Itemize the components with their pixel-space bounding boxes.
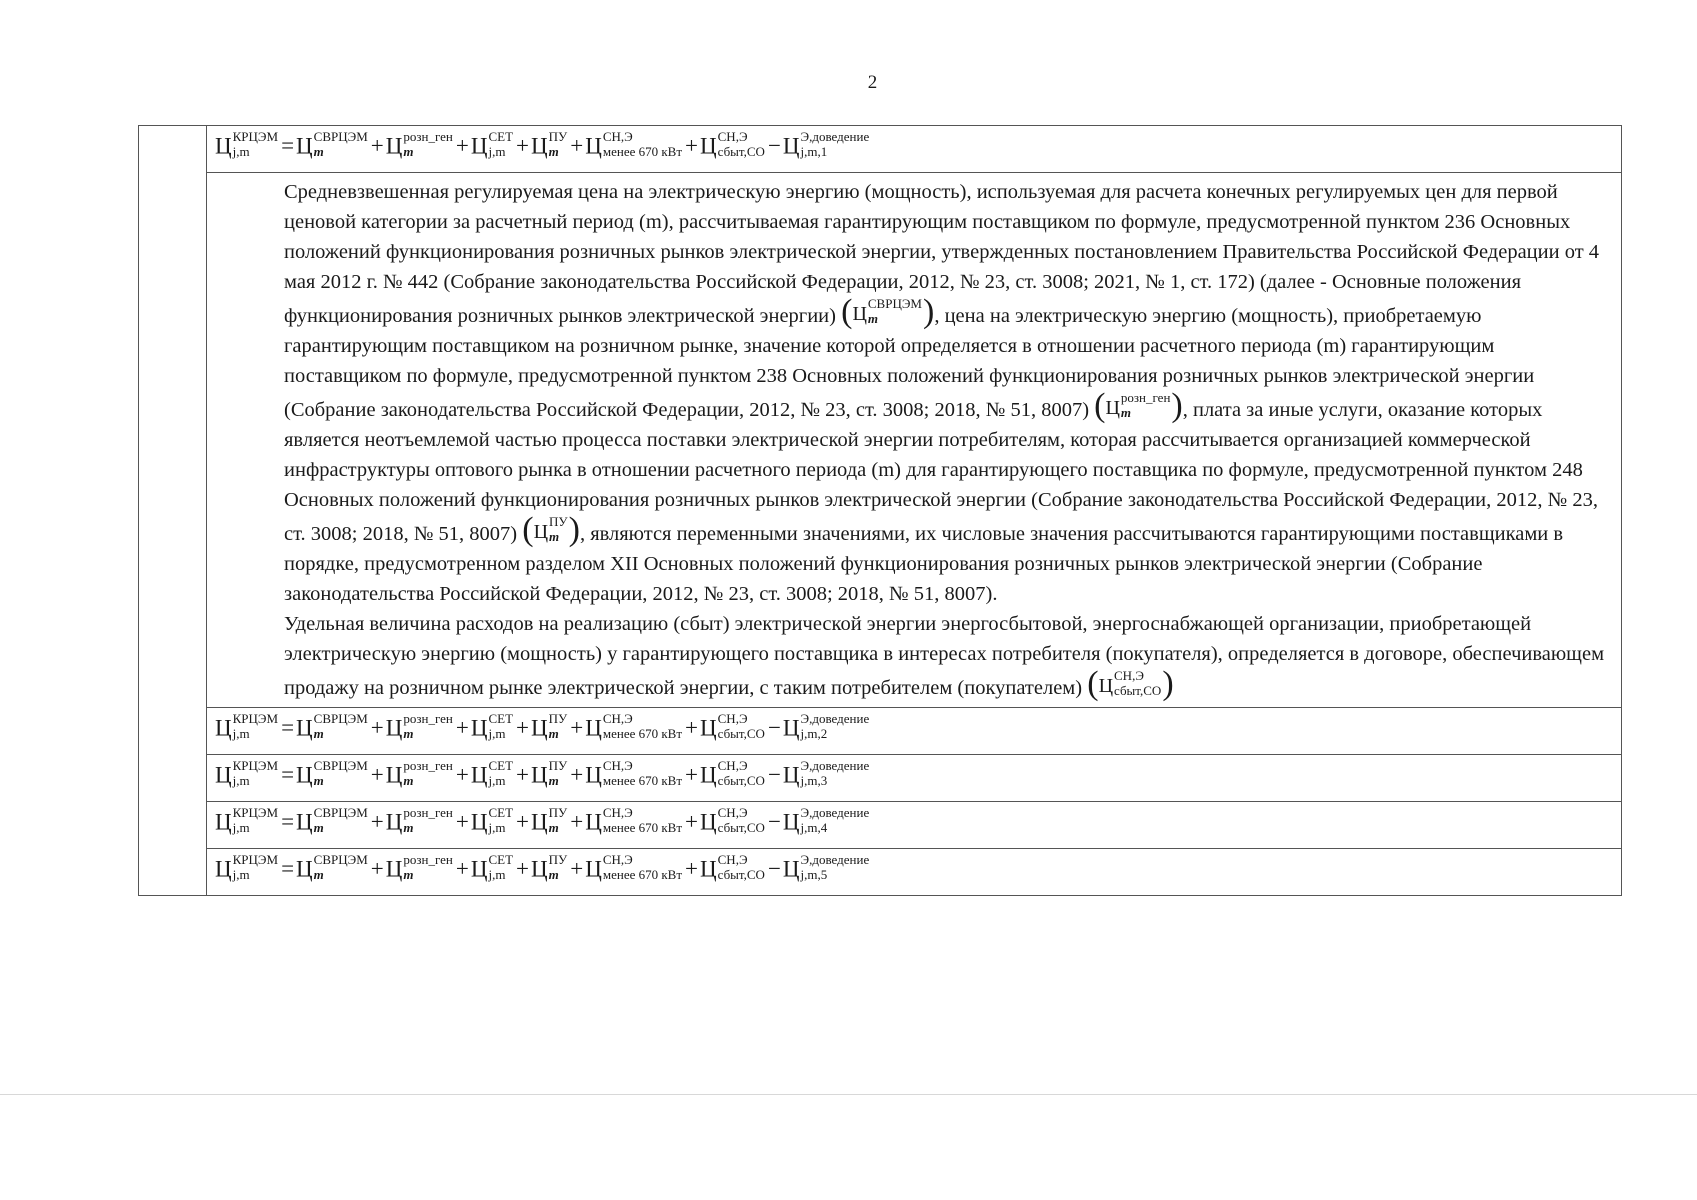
symbol-superscript: Э,доведение [800,758,870,773]
operator: + [685,762,699,788]
symbol-base: Ц [782,133,800,159]
description-cell [207,173,1622,708]
paren-open: ( [841,293,853,330]
formula [215,851,1613,885]
formula-term [585,805,683,838]
pu-symbol [522,511,580,548]
symbol-base: Ц [531,715,548,741]
formula-term [296,711,369,744]
formula-term [470,805,514,838]
symbol-scripts [233,806,278,834]
symbol-base: Ц [782,856,800,882]
formula-row-4 [139,802,1622,849]
operator: + [370,809,384,835]
symbol-superscript: СН,Э [717,805,748,820]
operator: + [570,856,584,882]
symbol-scripts [801,853,870,881]
symbol-scripts [233,130,278,158]
symbol-superscript: Э,доведение [800,129,870,144]
symbol-base: Ц [296,809,313,835]
symbol-superscript: СВРЦЭМ [313,805,368,820]
symbol-base: Ц [296,133,313,159]
operator: + [455,133,469,159]
symbol-superscript: розн_ген [403,711,453,726]
operator: = [281,715,295,741]
symbol-subscript: m [1120,405,1132,421]
symbol-scripts [488,853,513,881]
symbol-subscript: j,m,3 [800,773,828,788]
formula-term [531,129,568,162]
symbol-base: Ц [782,809,800,835]
formula-term [385,805,454,838]
symbol-base: Ц [385,809,403,835]
symbol-subscript: j,m [488,726,506,741]
symbol-subscript: m [313,820,324,835]
symbol-superscript: Э,доведение [800,711,870,726]
symbol-scripts [314,806,368,834]
symbol-superscript: СВРЦЭМ [313,852,368,867]
operator: + [516,856,530,882]
symbol-subscript: m [548,144,559,159]
symbol-scripts [314,853,368,881]
symbol-subscript: m [313,144,324,159]
formula-term [700,129,766,162]
symbol-subscript: j,m,4 [800,820,828,835]
left-column-cell [139,126,207,896]
formula [215,757,1613,791]
formula [215,710,1613,744]
formula-term [782,805,870,838]
formula-term [470,129,514,162]
operator: − [767,133,781,159]
formula-term [470,758,514,791]
operator: + [370,762,384,788]
symbol-superscript: СН,Э [717,711,748,726]
symbol-subscript: менее 670 кВт [602,820,683,835]
operator: = [281,133,295,159]
operator: + [685,715,699,741]
symbol-base: Ц [296,715,313,741]
symbol-scripts [718,806,765,834]
formula-term [700,852,766,885]
symbol-base: Ц [296,856,313,882]
symbol-superscript: ПУ [548,852,568,867]
symbol-base: Ц [700,762,717,788]
symbol-scripts [603,130,682,158]
formula-term [296,805,369,838]
symbol-subscript: j,m,2 [800,726,828,741]
operator: + [516,762,530,788]
symbol-superscript: розн_ген [403,758,453,773]
symbol-scripts [314,712,368,740]
symbol-scripts [488,130,513,158]
formula-term [782,129,870,162]
symbol-base: Ц [585,133,602,159]
symbol-scripts [403,130,452,158]
operator: + [455,715,469,741]
symbol-base: Ц [852,303,867,325]
symbol-base: Ц [1105,397,1120,419]
operator: + [685,133,699,159]
operator: = [281,809,295,835]
symbol-subscript: сбыт,СО [717,773,765,788]
symbol-subscript: m [403,773,414,788]
formula-term [385,852,454,885]
symbol-subscript: j,m [232,773,250,788]
symbol-scripts [718,853,765,881]
symbol-superscript: СН,Э [1114,668,1144,684]
formula-term [585,758,683,791]
symbol-superscript: КРЦЭМ [232,758,279,773]
operator: + [516,809,530,835]
symbol-subscript: j,m [232,867,250,882]
paren-close: ) [1162,665,1174,702]
operator: + [370,856,384,882]
symbol-base: Ц [470,856,488,882]
symbol-scripts [403,853,452,881]
symbol-base: Ц [531,133,548,159]
symbol-superscript: СЕТ [488,711,514,726]
formula-row-3 [139,755,1622,802]
symbol-scripts [603,853,682,881]
symbol-base: Ц [470,133,488,159]
lhs-term [215,805,279,838]
symbol-superscript: СН,Э [717,852,748,867]
paren-open: ( [1094,387,1106,424]
symbol-base: Ц [585,809,602,835]
symbol-scripts [801,130,870,158]
symbol-base: Ц [470,715,488,741]
symbol-superscript: розн_ген [403,129,453,144]
formula-term [385,711,454,744]
symbol-subscript: j,m [232,144,250,159]
symbol-scripts [868,297,922,325]
symbol-base: Ц [385,856,403,882]
symbol-superscript: ПУ [548,129,568,144]
operator: + [685,856,699,882]
operator: − [767,762,781,788]
page-number: 2 [867,72,878,93]
formula-term [700,805,766,838]
symbol-scripts [801,712,870,740]
tariff-table [138,125,1622,896]
symbol-scripts [233,759,278,787]
symbol-scripts [549,515,568,543]
symbol-subscript: m [403,144,414,159]
inline-symbol-body [533,514,569,547]
formula-row-2 [139,708,1622,755]
symbol-scripts [801,806,870,834]
symbol-scripts [549,712,568,740]
operator: + [370,133,384,159]
symbol-subscript: сбыт,СО [1114,683,1162,699]
symbol-superscript: СН,Э [717,758,748,773]
page-bottom-divider [0,1094,1697,1095]
operator: + [455,809,469,835]
symbol-superscript: СЕТ [488,852,514,867]
symbol-base: Ц [296,762,313,788]
symbol-scripts [718,130,765,158]
symbol-superscript: СЕТ [488,805,514,820]
operator: + [516,133,530,159]
symbol-subscript: сбыт,СО [717,867,765,882]
symbol-scripts [403,806,452,834]
symbol-base: Ц [215,715,232,741]
symbol-base: Ц [470,809,488,835]
formula-row-1 [139,126,1622,173]
paren-close: ) [568,511,580,548]
symbol-subscript: m [548,726,559,741]
symbol-base: Ц [470,762,488,788]
symbol-scripts [718,759,765,787]
symbol-scripts [314,130,368,158]
formula-term [531,711,568,744]
symbol-superscript: Э,доведение [800,805,870,820]
symbol-scripts [603,759,682,787]
symbol-superscript: СН,Э [602,758,633,773]
symbol-base: Ц [531,856,548,882]
symbol-subscript: m [548,773,559,788]
formula-term [782,758,870,791]
symbol-scripts [603,712,682,740]
formula-term [700,758,766,791]
formula-term [782,852,870,885]
operator: − [767,715,781,741]
symbol-subscript: менее 670 кВт [602,726,683,741]
formula-term [470,711,514,744]
symbol-superscript: ПУ [548,711,568,726]
symbol-superscript: СВРЦЭМ [313,758,368,773]
formula [215,128,1613,162]
symbol-base: Ц [782,715,800,741]
symbol-superscript: ПУ [548,758,568,773]
symbol-subscript: j,m [488,773,506,788]
formula [215,804,1613,838]
symbol-superscript: КРЦЭМ [232,852,279,867]
symbol-base: Ц [215,856,232,882]
symbol-superscript: розн_ген [1120,390,1171,406]
symbol-scripts [549,806,568,834]
symbol-subscript: j,m [488,820,506,835]
symbol-base: Ц [533,521,549,543]
symbol-superscript: СВРЦЭМ [313,711,368,726]
formula-term [296,129,369,162]
symbol-subscript: m [548,867,559,882]
symbol-superscript: КРЦЭМ [232,129,279,144]
formula-term [585,852,683,885]
symbol-superscript: КРЦЭМ [232,711,279,726]
symbol-base: Ц [782,762,800,788]
symbol-scripts [403,759,452,787]
symbol-superscript: розн_ген [403,852,453,867]
paren-close: ) [1171,387,1183,424]
operator: − [767,809,781,835]
symbol-scripts [549,759,568,787]
operator: + [455,762,469,788]
inline-symbol-body [852,296,923,329]
symbol-superscript: СН,Э [602,852,633,867]
sbyt-symbol [1087,665,1174,702]
operator: + [570,133,584,159]
lhs-term [215,758,279,791]
symbol-scripts [314,759,368,787]
symbol-base: Ц [700,715,717,741]
symbol-superscript: СВРЦЭМ [867,296,922,312]
symbol-base: Ц [1098,675,1114,697]
paren-open: ( [1087,665,1099,702]
symbol-superscript: СЕТ [488,129,514,144]
symbol-superscript: СЕТ [488,758,514,773]
symbol-base: Ц [385,133,403,159]
symbol-scripts [801,759,870,787]
formula-term [585,129,683,162]
operator: = [281,856,295,882]
paren-open: ( [522,511,534,548]
symbol-superscript: СН,Э [602,129,633,144]
symbol-scripts [549,130,568,158]
symbol-base: Ц [585,762,602,788]
symbol-base: Ц [385,762,403,788]
symbol-subscript: менее 670 кВт [602,773,683,788]
formula-term [531,852,568,885]
symbol-superscript: СН,Э [602,805,633,820]
symbol-subscript: сбыт,СО [717,820,765,835]
symbol-base: Ц [215,133,232,159]
symbol-subscript: m [403,867,414,882]
operator: + [570,809,584,835]
symbol-subscript: j,m,5 [800,867,828,882]
symbol-scripts [233,853,278,881]
symbol-subscript: m [549,529,560,545]
symbol-scripts [488,712,513,740]
formula-term [782,711,870,744]
symbol-superscript: Э,доведение [800,852,870,867]
symbol-superscript: ПУ [549,514,568,530]
description-paragraph-1: Средневзвешенная регулируемая цена на электрическую энергию (мощность), используемая для расчета конечных регулируемых цен для первой ценовой категории за расчетный период (m), рассчитываемая гарантирующим поставщиком по формуле, предусмотренной пунктом 236 Основных положений функционирования розничных рынков электрической энергии, утвержденных постановлением Правительства Российской Федерации от 4 мая 2012 г. № 442 (Собрание законодательства Российской Федерации, 2012, № 23, ст. 3008; 2021, № 1, ст. 172) (далее - Основные положения функционирования розничных рынков электрической энергии) (Ц СВРЦЭМ m ), цена на электрическую энергию (мощность), приобретаемую гарантирующим поставщиком на розничном рынке, значение которой определяется в отношении расчетного периода (m) гарантирующим поставщиком по формуле, предусмотренной пунктом 238 Основных положений функционирования розничных рынков электрической энергии (Собрание законодательства Российской Федерации, 2012, № 23, ст. 3008; 2018, № 51, 8007) (Ц розн_ген m ), плата за иные услуги, оказание которых является неотъемлемой частью процесса поставки электрической энергии потребителям, которая рассчитывается организацией коммерческой инфраструктуры оптового рынка в отношении расчетного периода (m) для гарантирующего поставщика по формуле, предусмотренной пунктом 248 Основных положений функционирования розничных рынков электрической энергии (Собрание законодательства Российской Федерации, 2012, № 23, ст. 3008; 2018, № 51, 8007) (Ц ПУ m ), являются переменными значениями, их числовые значения рассчитываются гарантирующими поставщиками в порядке, предусмотренном разделом XII Основных положений функционирования розничных рынков электрической энергии (Собрание законодательства Российской Федерации, 2012, № 23, ст. 3008; 2018, № 51, 8007). [284,181,1600,605]
symbol-scripts [549,853,568,881]
operator: = [281,762,295,788]
symbol-base: Ц [215,809,232,835]
symbol-subscript: j,m,1 [800,144,828,159]
svrcem-symbol [841,293,935,330]
symbol-scripts [403,712,452,740]
operator: + [455,856,469,882]
description-row [139,173,1622,708]
operator: − [767,856,781,882]
symbol-superscript: СН,Э [602,711,633,726]
symbol-subscript: j,m [488,144,506,159]
symbol-subscript: m [548,820,559,835]
formula-term [296,852,369,885]
symbol-base: Ц [215,762,232,788]
symbol-superscript: ПУ [548,805,568,820]
symbol-subscript: m [403,820,414,835]
symbol-base: Ц [385,715,403,741]
lhs-term [215,129,279,162]
symbol-subscript: j,m [232,726,250,741]
symbol-subscript: менее 670 кВт [602,867,683,882]
formula-term [700,711,766,744]
operator: + [516,715,530,741]
operator: + [570,715,584,741]
symbol-superscript: СН,Э [717,129,748,144]
symbol-subscript: m [403,726,414,741]
formula-term [470,852,514,885]
formula-row-5 [139,849,1622,896]
symbol-base: Ц [585,715,602,741]
symbol-subscript: m [313,726,324,741]
symbol-superscript: КРЦЭМ [232,805,279,820]
symbol-subscript: m [867,311,879,327]
symbol-scripts [488,759,513,787]
symbol-subscript: сбыт,СО [717,144,765,159]
symbol-base: Ц [700,856,717,882]
symbol-subscript: j,m [232,820,250,835]
formula-term [385,129,454,162]
symbol-base: Ц [531,809,548,835]
formula-term [585,711,683,744]
symbol-subscript: m [313,773,324,788]
symbol-subscript: m [313,867,324,882]
operator: + [370,715,384,741]
symbol-scripts [718,712,765,740]
symbol-scripts [488,806,513,834]
paren-close: ) [923,293,935,330]
formula-term [296,758,369,791]
symbol-base: Ц [700,133,717,159]
formula-term [531,805,568,838]
rozn-gen-symbol [1094,387,1183,424]
symbol-base: Ц [531,762,548,788]
inline-symbol-body [1105,390,1171,423]
symbol-subscript: j,m [488,867,506,882]
symbol-scripts [1114,669,1161,697]
symbol-base: Ц [585,856,602,882]
formula-term [531,758,568,791]
lhs-term [215,852,279,885]
description-paragraph-2: Удельная величина расходов на реализацию (сбыт) электрической энергии энергосбытовой, энергоснабжающей организации, приобретающей электрическую энергию (мощность) у гарантирующего поставщика в интересах потребителя (покупателя), определяется в договоре, обеспечивающем продажу на розничном рынке электрической энергии, с таким потребителем (покупателем) (Ц СН,Э сбыт,СО ) [284,613,1605,702]
operator: + [570,762,584,788]
operator: + [685,809,699,835]
lhs-term [215,711,279,744]
inline-symbol-body [1098,668,1163,701]
symbol-scripts [603,806,682,834]
symbol-subscript: сбыт,СО [717,726,765,741]
symbol-scripts [1121,391,1170,419]
symbol-base: Ц [700,809,717,835]
symbol-scripts [233,712,278,740]
symbol-superscript: розн_ген [403,805,453,820]
symbol-subscript: менее 670 кВт [602,144,683,159]
symbol-superscript: СВРЦЭМ [313,129,368,144]
formula-term [385,758,454,791]
